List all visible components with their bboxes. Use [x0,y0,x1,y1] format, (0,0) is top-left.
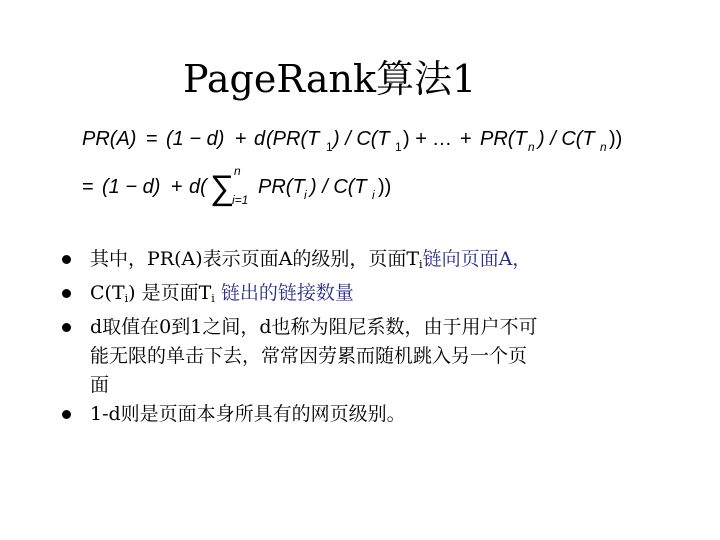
formula-damping-2: (1 − d) [102,176,161,198]
list-item: 其中，PR(A)表示页面A的级别，页面$T_i$链向页面A， [60,245,680,279]
formula-ellipsis: … [432,128,452,150]
formula-d: d [254,128,266,150]
bullet-icon [62,410,71,419]
formula-sigma-upper: n [234,164,241,178]
formula-lhs: PR(A) [82,128,137,150]
formula-equals: = [146,128,158,150]
formula-closen: )) [609,128,623,150]
formula-div-i: ) / C(T [310,176,367,198]
formula-close1: ) + [403,128,427,150]
formula-plus-3: + [171,176,183,198]
formula-term-i: PR(T [258,176,305,198]
formula-sub1b: 1 [395,140,402,154]
list-item: 1-d则是页面本身所具有的网页级别。 [60,400,680,429]
formula-subnb: n [600,140,607,154]
formula-subi: i [304,188,307,202]
formula-close-i: )) [378,176,392,198]
formula-sigma-lower: i=1 [232,193,249,207]
list-item: d取值在0到1之间，d也称为阻尼系数，由于用户不可 能无限的单击下去，常常因劳累而随机跳入另一个页 面 [60,313,680,400]
formula-line-1 [82,128,622,154]
formula-div1: ) / C(T [333,128,390,150]
formula-term1: (PR(T [266,128,320,150]
bullet-list [60,245,680,429]
formula-d-2: d( [189,176,207,198]
formula-line-2 [82,164,391,207]
bullet-icon [62,323,71,332]
formula-sub1: 1 [326,140,333,154]
formula-sigma: ∑ [210,169,235,207]
formula-equals-2: = [82,176,94,198]
bullet-icon [62,255,71,264]
page-title: PageRank算法1 [183,57,477,101]
formula-divn: ) / C(T [538,128,595,150]
formula-subi2: i [372,188,375,202]
formula-subn: n [528,140,535,154]
bullet-icon [62,289,71,298]
formula-termn: PR(T [480,128,527,150]
list-item: $C(T_i)$ 是页面$T_i$ 链出的链接数量 [60,279,680,313]
pagerank-formula [82,115,662,215]
formula-damping: (1 − d) [166,128,225,150]
formula-plus: + [235,128,247,150]
formula-plus2: + [460,128,472,150]
